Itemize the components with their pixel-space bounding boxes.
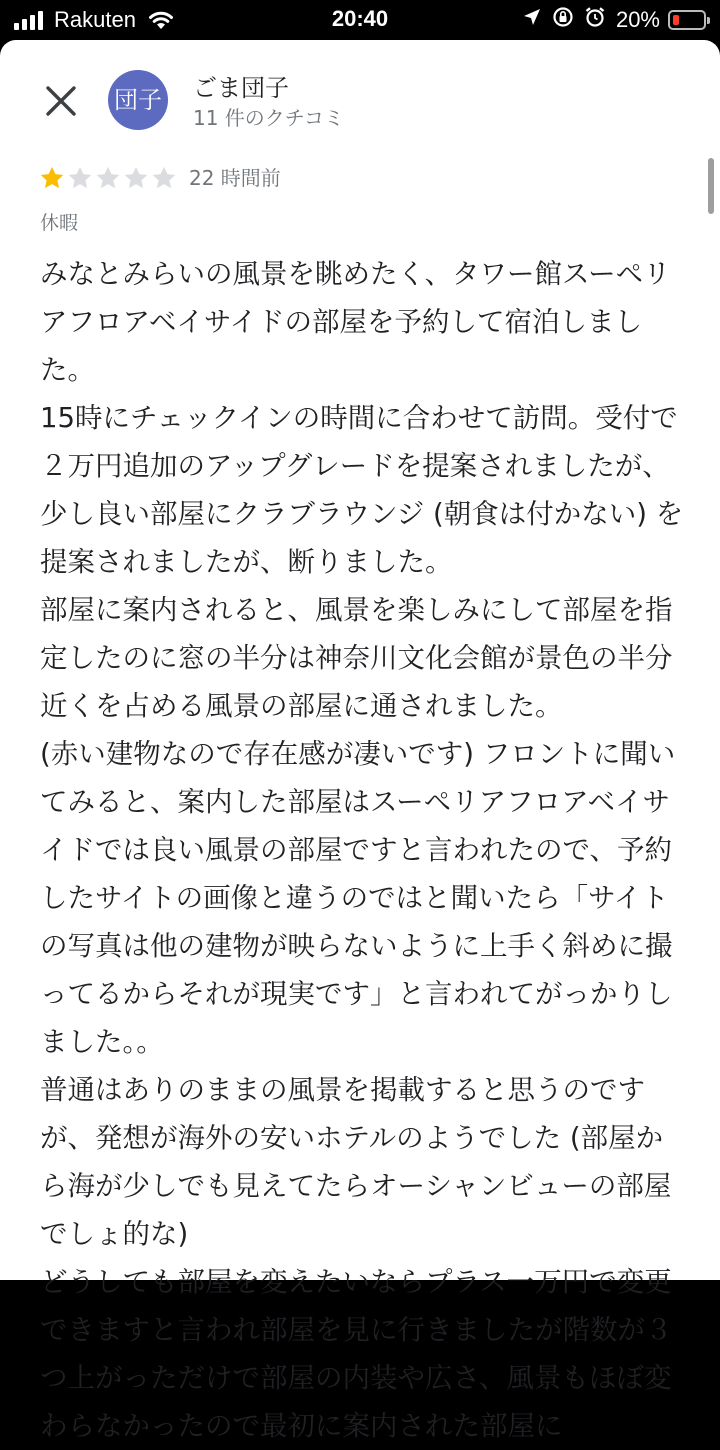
author-avatar[interactable]: 団子 bbox=[108, 70, 168, 130]
scrollbar[interactable] bbox=[708, 158, 714, 214]
location-arrow-icon bbox=[522, 7, 542, 33]
author-name[interactable]: ごま団子 bbox=[193, 74, 289, 102]
star-rating bbox=[38, 164, 178, 192]
status-bar-right bbox=[512, 6, 706, 34]
star-filled-icon bbox=[38, 164, 66, 192]
alarm-icon bbox=[584, 6, 606, 34]
review-paragraph: 15時にチェックインの時間に合わせて訪問。受付で２万円追加のアップグレードを提案されましたが、少し良い部屋にクラブラウンジ (朝食は付かない) を提案されましたが、断りました。 bbox=[40, 402, 684, 578]
star-empty-icon bbox=[150, 164, 178, 192]
review-body bbox=[40, 250, 684, 1450]
review-time: 22 時間前 bbox=[189, 166, 281, 190]
trip-type-label: 休暇 bbox=[40, 212, 79, 234]
review-paragraph: みなとみらいの風景を眺めたく、タワー館スーペリアフロアベイサイドの部屋を予約して宿泊しました。 bbox=[40, 258, 671, 386]
star-empty-icon bbox=[66, 164, 94, 192]
star-empty-icon bbox=[122, 164, 150, 192]
carrier-label: Rakuten bbox=[54, 7, 136, 32]
close-button[interactable] bbox=[38, 78, 84, 124]
author-review-count: 11 件のクチコミ bbox=[193, 106, 345, 130]
review-paragraph: (赤い建物なので存在感が凄いです) フロントに聞いてみると、案内した部屋はスーペリアフロアベイサイドでは良い風景の部屋ですと言われたので、予約したサイトの画像と違うのではと聞いたら「サイトの写真は他の建物が映らないように上手く斜めに撮ってるからそれが現実です」と言われてがっかりしました。。 bbox=[40, 738, 676, 1058]
review-paragraph: 普通はありのままの風景を掲載すると思うのですが、発想が海外の安いホテルのようでした (部屋から海が少しでも見えてたらオーシャンビューの部屋でしょ的な) bbox=[40, 1074, 672, 1250]
close-icon bbox=[38, 78, 84, 124]
star-empty-icon bbox=[94, 164, 122, 192]
battery-icon bbox=[668, 10, 706, 30]
review-paragraph: どうしても部屋を変えたいならプラス一万円で変更できますと言われ部屋を見に行きましたが階数が３つ上がっただけで部屋の内装や広さ、風景もほぼ変わらなかったので最初に案内された部屋に bbox=[40, 1266, 673, 1442]
clock: 20:40 bbox=[331, 6, 389, 31]
battery-percent: 20% bbox=[615, 7, 660, 32]
orientation-lock-icon bbox=[552, 6, 574, 34]
review-paragraph: 部屋に案内されると、風景を楽しみにして部屋を指定したのに窓の半分は神奈川文化会館が景色の半分近くを占める風景の部屋に通されました。 bbox=[40, 594, 673, 722]
review-sheet bbox=[0, 40, 720, 1442]
status-bar bbox=[0, 0, 720, 40]
